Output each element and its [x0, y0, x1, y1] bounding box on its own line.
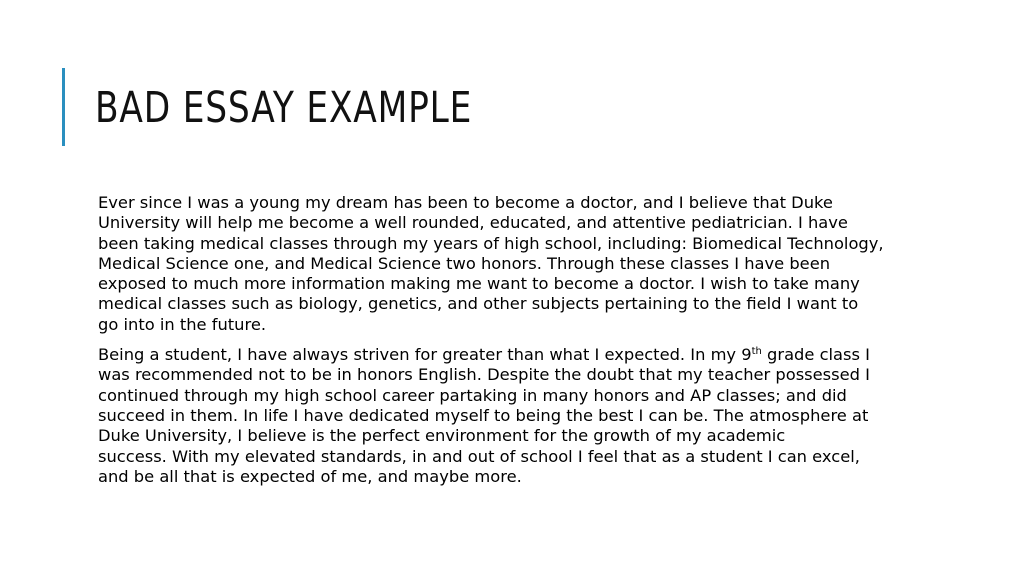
paragraph-2-line1-rest: grade class I — [761, 345, 870, 365]
paragraph-2-line: success. With my elevated standards, in and out of school I feel that as a student I can excel, — [98, 446, 860, 466]
paragraph-2-line — [98, 345, 928, 365]
essay-paragraph-2 — [98, 345, 928, 487]
paragraph-1-line: medical classes such as biology, genetics, and other subjects pertaining to the field I want to — [98, 294, 859, 314]
paragraph-2-line: continued through my high school career partaking in many honors and AP classes; and did — [98, 385, 847, 405]
essay-paragraph-1 — [98, 193, 928, 335]
slide-title: BAD ESSAY EXAMPLE — [95, 83, 473, 133]
title-accent-bar — [62, 68, 65, 146]
paragraph-1-line: exposed to much more information making me want to become a doctor. I wish to take many — [98, 274, 860, 294]
paragraph-2-line: Duke University, I believe is the perfect environment for the growth of my academic — [98, 426, 786, 446]
paragraph-1-line: Medical Science one, and Medical Science two honors. Through these classes I have been — [98, 253, 831, 273]
paragraph-2-line1-text: Being a student, I have always striven for greater than what I expected. In my 9 — [98, 345, 752, 365]
paragraph-1-line: been taking medical classes through my years of high school, including: Biomedical Technology, — [98, 233, 884, 253]
paragraph-2-line: was recommended not to be in honors English. Despite the doubt that my teacher possessed I — [98, 365, 870, 385]
ordinal-superscript: th — [751, 346, 762, 358]
paragraph-1-line: go into in the future. — [98, 314, 267, 334]
paragraph-1-line: Ever since I was a young my dream has been to become a doctor, and I believe that Duke — [98, 193, 833, 212]
paragraph-2-line: succeed in them. In life I have dedicated myself to being the best I can be. The atmosphere at — [98, 405, 869, 425]
essay-body — [98, 193, 928, 497]
paragraph-2-line: and be all that is expected of me, and maybe more. — [98, 466, 522, 486]
paragraph-1-line: University will help me become a well rounded, educated, and attentive pediatrician. I have — [98, 213, 848, 233]
